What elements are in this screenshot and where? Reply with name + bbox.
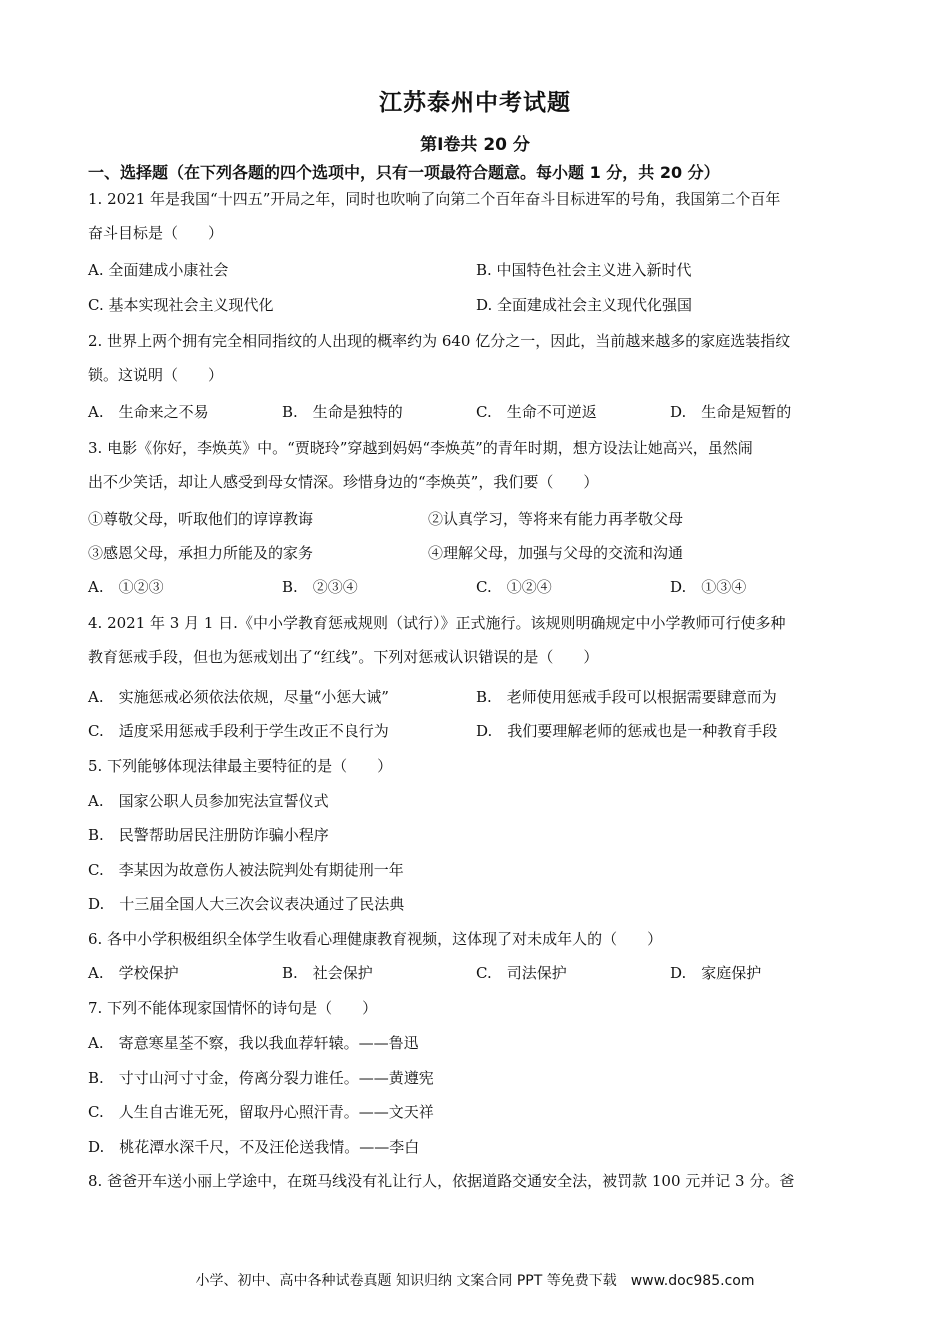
question-3-line-1: 3. 电影《你好，李焕英》中。“贾晓玲”穿越到妈妈“李焕英”的青年时期，想方设法让她高兴，虽然闹 (88, 439, 753, 457)
question-3-line-2: 出不少笑话，却让人感受到母女情深。珍惜身边的“李焕英”，我们要（ ） (88, 473, 599, 491)
question-4-option-c: C. 适度采用惩戒手段利于学生改正不良行为 (88, 722, 389, 740)
question-3-option-d: D. ①③④ (670, 578, 747, 596)
question-6-options (88, 963, 868, 983)
question-4-options-row-2 (88, 721, 868, 741)
question-3-stem (88, 431, 863, 499)
question-1-options-row-2 (88, 295, 868, 315)
question-3-options (88, 577, 868, 597)
question-2-option-c: C. 生命不可逆返 (476, 403, 597, 421)
question-7-option-a: A. 寄意寒星荃不察，我以我血荐轩辕。——鲁迅 (88, 1034, 419, 1052)
question-1-option-d: D. 全面建成社会主义现代化强国 (476, 296, 693, 314)
question-4-option-a: A. 实施惩戒必须依法依规，尽量“小惩大诫” (88, 688, 389, 706)
question-7-option-b: B. 寸寸山河寸寸金，侉离分裂力谁任。——黄遵宪 (88, 1069, 434, 1087)
question-2-options (88, 402, 868, 422)
question-4-line-2-start: 教育惩戒手段，但也为惩戒划出了“红线”。下列对惩戒认识 (88, 648, 479, 666)
question-4-line-2 (88, 640, 863, 674)
question-5-stem: 5. 下列能够体现法律最主要特征的是（ ） (88, 757, 393, 775)
question-2-option-b: B. 生命是独特的 (282, 403, 403, 421)
question-6-stem: 6. 各中小学积极组织全体学生收看心理健康教育视频，这体现了对未成年人的（ ） (88, 930, 663, 948)
question-1-option-a: A. 全面建成小康社会 (88, 261, 229, 279)
question-4-line-1: 4. 2021 年 3 月 1 日.《中小学教育惩戒规则（试行）》正式施行。该规则明确规定中小学教师可行使多种 (88, 614, 786, 632)
question-4-line-2-end: 的是（ ） (508, 648, 599, 666)
question-6-option-a: A. 学校保护 (88, 964, 179, 982)
question-3-statement-3: ③感恩父母，承担力所能及的家务 (88, 544, 314, 562)
question-4-options-row-1 (88, 687, 868, 707)
question-8-stem: 8. 爸爸开车送小丽上学途中，在斑马线没有礼让行人，依据道路交通安全法，被罚款 100 元并记 3 分。爸 (88, 1172, 795, 1190)
page-title: 江苏泰州中考试题 (379, 90, 571, 116)
question-7-stem: 7. 下列不能体现家国情怀的诗句是（ ） (88, 999, 378, 1017)
question-6-option-b: B. 社会保护 (282, 964, 373, 982)
question-3-statements-row-2 (88, 543, 868, 563)
question-4-option-d: D. 我们要理解老师的惩戒也是一种教育手段 (476, 722, 778, 740)
question-7-option-c: C. 人生自古谁无死，留取丹心照汗青。——文天祥 (88, 1103, 434, 1121)
question-3-statement-4: ④理解父母，加强与父母的交流和沟通 (428, 544, 684, 562)
question-6-option-d: D. 家庭保护 (670, 964, 762, 982)
question-2-option-a: A. 生命来之不易 (88, 403, 209, 421)
question-1-option-c: C. 基本实现社会主义现代化 (88, 296, 274, 314)
question-4-option-b: B. 老师使用惩戒手段可以根据需要肆意而为 (476, 688, 777, 706)
question-3-option-c: C. ①②④ (476, 578, 552, 596)
question-1-line-2: 奋斗目标是（ ） (88, 224, 224, 242)
question-3-option-b: B. ②③④ (282, 578, 358, 596)
question-5-option-b: B. 民警帮助居民注册防诈骗小程序 (88, 826, 329, 844)
section-heading: 一、选择题（在下列各题的四个选项中，只有一项最符合题意。每小题 1 分，共 20 分） (88, 163, 720, 182)
question-2-line-1: 2. 世界上两个拥有完全相同指纹的人出现的概率约为 640 亿分之一，因此，当前越来越多的家庭选装指纹 (88, 332, 791, 350)
question-5-option-a: A. 国家公职人员参加宪法宣誓仪式 (88, 792, 329, 810)
question-2-stem (88, 324, 863, 392)
question-5-option-d: D. 十三届全国人大三次会议表决通过了民法典 (88, 895, 405, 913)
question-6-option-c: C. 司法保护 (476, 964, 567, 982)
question-2-option-d: D. 生命是短暂的 (670, 403, 792, 421)
page-footer: 小学、初中、高中各种试卷真题 知识归纳 文案合同 PPT 等免费下载 www.doc985.com (195, 1273, 755, 1289)
question-3-statement-2: ②认真学习，等将来有能力再孝敬父母 (428, 510, 684, 528)
question-3-option-a: A. ①②③ (88, 578, 164, 596)
question-3-statement-1: ①尊敬父母，听取他们的谆谆教诲 (88, 510, 314, 528)
question-5-option-c: C. 李某因为故意伤人被法院判处有期徒刑一年 (88, 861, 404, 879)
question-4-emphasis: 错误 · · (478, 648, 508, 666)
page-subtitle: 第Ⅰ卷共 20 分 (420, 135, 530, 155)
question-1-options-row-1 (88, 260, 868, 280)
question-7-option-d: D. 桃花潭水深千尺，不及汪伦送我情。——李白 (88, 1138, 420, 1156)
question-1-line-1: 1. 2021 年是我国“十四五”开局之年，同时也吹响了向第二个百年奋斗目标进军的号角，我国第二个百年 (88, 190, 781, 208)
question-1-option-b: B. 中国特色社会主义进入新时代 (476, 261, 692, 279)
question-4-stem (88, 606, 863, 674)
question-1-stem (88, 182, 863, 250)
question-3-statements-row-1 (88, 509, 868, 529)
question-2-line-2: 锁。这说明（ ） (88, 366, 224, 384)
